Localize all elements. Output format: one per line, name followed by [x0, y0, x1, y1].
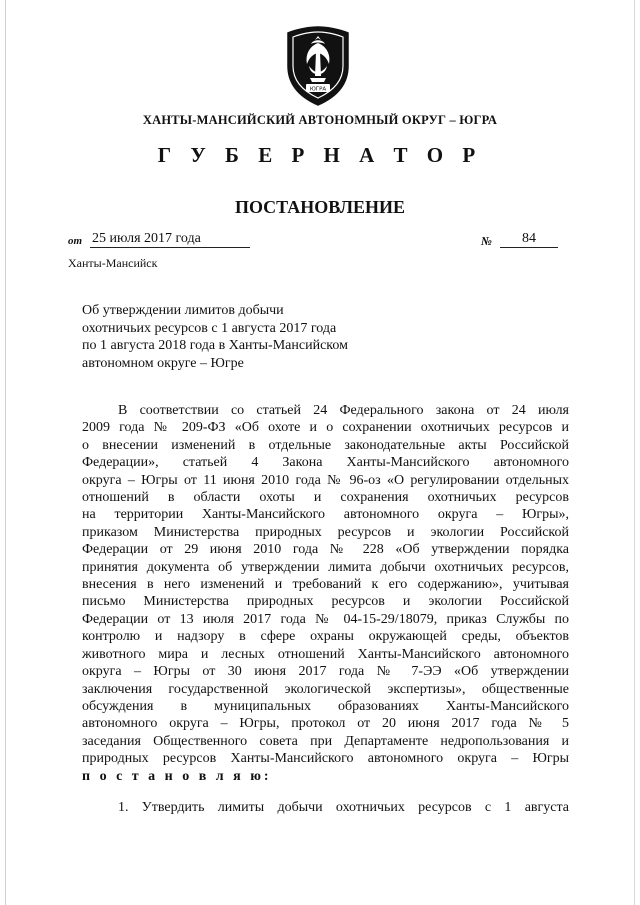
resolution-word: п о с т а н о в л я ю:: [82, 768, 272, 784]
body-line: округа – Югры от 30 июня 2017 года № 7-ЭЭ «Об утверждении: [82, 664, 569, 680]
subject-line: по 1 августа 2018 года в Ханты-Мансийском: [82, 338, 348, 353]
subject-line: охотничьих ресурсов с 1 августа 2017 года: [82, 320, 337, 336]
body-line: автономного округа – Югры, протокол от 20 июня 2017 года № 5: [82, 716, 569, 732]
decision-item-1: 1. Утвердить лимиты добычи охотничьих ресурсов с 1 августа: [118, 800, 569, 815]
region-name: ХАНТЫ-МАНСИЙСКИЙ АВТОНОМНЫЙ ОКРУГ – ЮГРА: [142, 113, 498, 127]
svg-text:ЮГРА: ЮГРА: [309, 86, 327, 93]
body-line: природных ресурсов Ханты-Мансийского автономного округа – Югры: [82, 751, 569, 767]
body-line: округа – Югры от 11 июня 2010 года № 96-оз «О регулировании отдельных: [82, 472, 569, 488]
body-line: обсуждения в муниципальных образованиях Ханты-Мансийского: [82, 698, 569, 714]
body-line: контролю и надзору в сфере охраны окружающей среды, объектов: [82, 629, 569, 645]
body-line: Федерации от 29 июня 2010 года № 228 «Об утверждении порядка: [82, 542, 569, 558]
body-line: письмо Министерства природных ресурсов и экологии Российской: [82, 594, 569, 610]
subject-line: автономном округе – Югре: [82, 355, 244, 371]
document-type: ПОСТАНОВЛЕНИЕ: [234, 197, 406, 217]
body-line: В соответствии со статьей 24 Федерального закона от 24 июля: [118, 403, 569, 418]
body-line: о внесении изменений в отдельные законодательные акты Российской: [82, 437, 569, 453]
city-name: Ханты-Мансийск: [68, 256, 158, 270]
body-line: 2009 года № 209-ФЗ «Об охоте и о сохранении охотничьих ресурсов и: [82, 420, 569, 436]
body-line: заключения государственной экологической экспертизы», общественные: [82, 681, 569, 697]
body-line: приказом Министерства природных ресурсов и экологии Российской: [82, 524, 569, 540]
scan-edge-left: [5, 0, 6, 905]
subject-line: Об утверждении лимитов добычи: [82, 303, 284, 318]
preamble-paragraph: [82, 402, 569, 785]
date-number-row: [68, 231, 558, 253]
document-subject: [82, 302, 382, 372]
body-line: отношений в области охоты и сохранения охотничьих ресурсов: [82, 490, 569, 506]
body-line: внесения в него изменений и требований к его содержанию», учитывая: [82, 577, 569, 593]
body-line: на территории Ханты-Мансийского автономного округа – Югры»,: [82, 507, 569, 523]
date-from-label: от: [68, 235, 83, 247]
body-line: Федерации от 13 июля 2017 года № 04-15-29/18079, приказ Службы по: [82, 611, 569, 627]
number-label: №: [481, 234, 492, 248]
body-line: животного мира и лесных отношений Ханты-Мансийского автономного: [82, 646, 569, 662]
body-line: Федерации», статьей 4 Закона Ханты-Мансийского автономного: [82, 455, 569, 471]
governor-title: Г У Б Е Р Н А Т О Р: [157, 143, 483, 167]
document-date: 25 июля 2017 года: [90, 231, 250, 248]
coat-of-arms-emblem: [282, 24, 354, 108]
body-line: заседания Общественного совета при Департаменте недропользования и: [82, 733, 569, 749]
body-line: принятия документа об утверждении лимита добычи охотничьих ресурсов,: [82, 559, 569, 575]
scan-edge-right: [634, 0, 635, 905]
document-number: 84: [500, 231, 558, 248]
